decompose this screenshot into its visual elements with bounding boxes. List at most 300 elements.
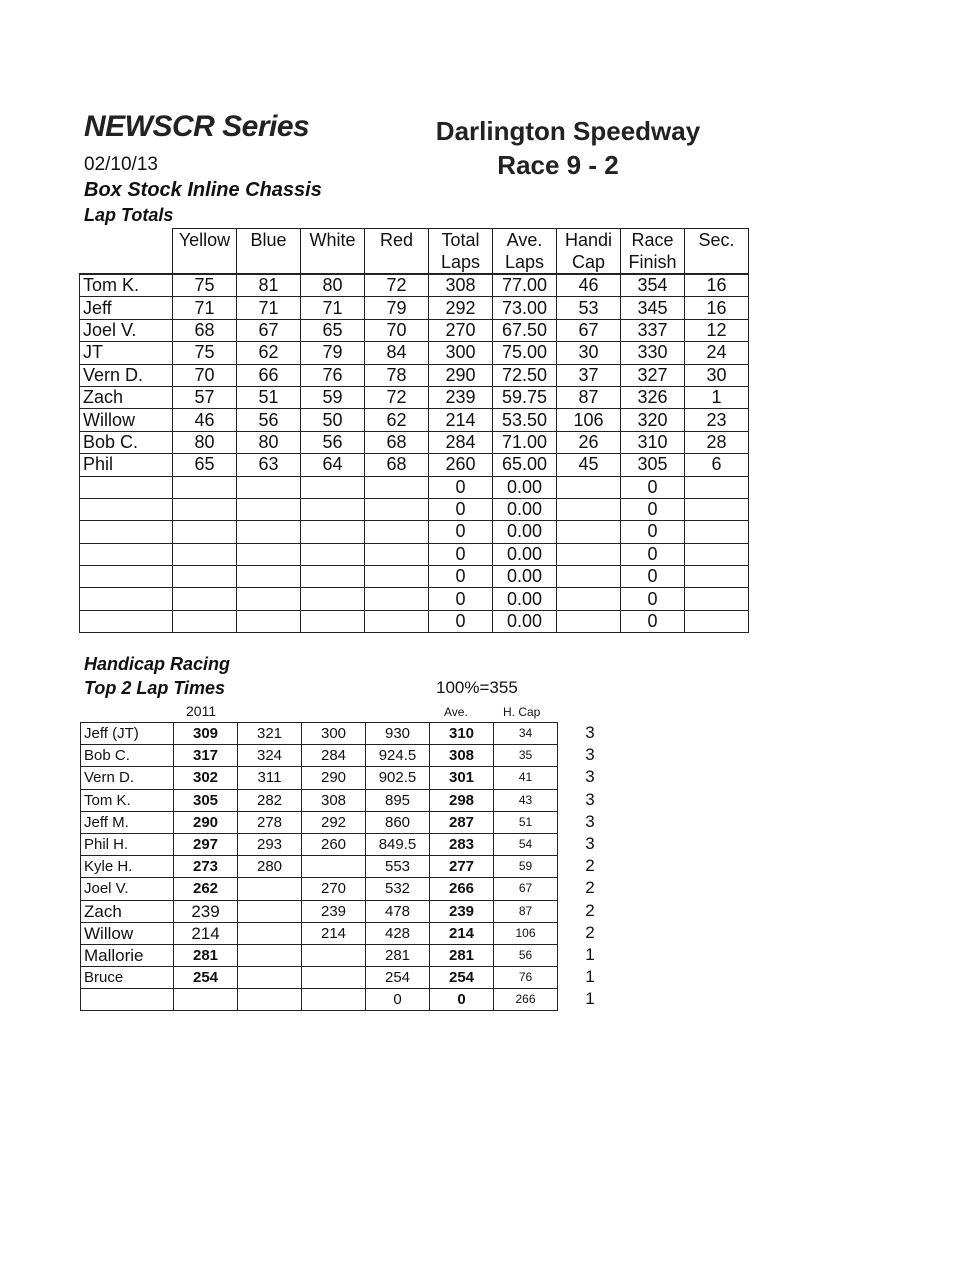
table-cell: 532 <box>366 878 430 900</box>
table-row <box>80 431 749 453</box>
driver-name-cell: Willow <box>80 409 173 431</box>
table-cell <box>365 521 429 543</box>
driver-name-cell: Jeff <box>80 297 173 319</box>
lap-totals-table <box>79 228 749 633</box>
table-cell: 260 <box>429 454 493 476</box>
table-cell: 277 <box>430 856 494 878</box>
table-cell: 266 <box>494 989 558 1011</box>
table-cell: 67 <box>557 319 621 341</box>
lap-header-row <box>80 229 749 275</box>
table-cell: 270 <box>302 878 366 900</box>
table-cell: 34 <box>494 723 558 745</box>
table-cell: 0 <box>621 476 685 498</box>
table-cell: 62 <box>365 409 429 431</box>
racer-name-cell: Zach <box>81 900 174 922</box>
table-cell <box>301 543 365 565</box>
table-cell: 287 <box>430 811 494 833</box>
table-cell: 300 <box>302 723 366 745</box>
table-cell: 293 <box>238 833 302 855</box>
table-cell: 65 <box>173 454 237 476</box>
table-cell: 281 <box>430 944 494 966</box>
driver-name-cell: Phil <box>80 454 173 476</box>
table-cell: 23 <box>685 409 749 431</box>
table-cell: 63 <box>237 454 301 476</box>
table-cell <box>365 476 429 498</box>
driver-name-cell: Bob C. <box>80 431 173 453</box>
table-cell: 310 <box>621 431 685 453</box>
table-row <box>81 878 558 900</box>
table-cell <box>173 543 237 565</box>
table-cell: 0.00 <box>493 498 557 520</box>
race-count: 3 <box>585 811 595 831</box>
table-cell: 0.00 <box>493 588 557 610</box>
table-cell <box>557 566 621 588</box>
race-count: 2 <box>585 922 595 942</box>
table-cell <box>557 610 621 632</box>
column-header: White <box>301 229 365 275</box>
table-cell <box>557 498 621 520</box>
table-cell: 80 <box>237 431 301 453</box>
table-cell: 70 <box>173 364 237 386</box>
table-row <box>80 364 749 386</box>
table-cell <box>365 566 429 588</box>
table-cell <box>685 521 749 543</box>
race-count: 1 <box>585 989 595 1009</box>
table-cell: 214 <box>430 922 494 944</box>
table-cell: 283 <box>430 833 494 855</box>
race-count: 1 <box>585 944 595 964</box>
race-count: 2 <box>585 900 595 920</box>
table-cell: 76 <box>494 967 558 989</box>
table-cell: 330 <box>621 342 685 364</box>
table-cell: 26 <box>557 431 621 453</box>
table-cell: 302 <box>174 767 238 789</box>
header-blank-cell <box>80 229 173 275</box>
table-cell: 30 <box>685 364 749 386</box>
table-cell: 35 <box>494 745 558 767</box>
table-cell: 0.00 <box>493 610 557 632</box>
table-cell: 0 <box>621 543 685 565</box>
table-cell: 80 <box>301 274 365 297</box>
table-cell: 45 <box>557 454 621 476</box>
table-cell: 65.00 <box>493 454 557 476</box>
table-cell: 280 <box>238 856 302 878</box>
table-cell: 239 <box>429 386 493 408</box>
table-row <box>81 922 558 944</box>
table-row <box>81 900 558 922</box>
driver-name-cell: Joel V. <box>80 319 173 341</box>
race-count: 3 <box>585 723 595 742</box>
table-cell <box>301 521 365 543</box>
table-cell <box>301 476 365 498</box>
table-cell: 254 <box>430 967 494 989</box>
table-cell: 0 <box>621 588 685 610</box>
racer-name-cell: Bob C. <box>81 745 174 767</box>
table-cell: 16 <box>685 274 749 297</box>
table-cell: 281 <box>174 944 238 966</box>
table-cell <box>173 566 237 588</box>
table-cell: 354 <box>621 274 685 297</box>
table-cell <box>238 878 302 900</box>
driver-name-cell: Tom K. <box>80 274 173 297</box>
table-cell: 56 <box>301 431 365 453</box>
table-cell <box>685 498 749 520</box>
racer-name-cell: Bruce <box>81 967 174 989</box>
table-cell: 298 <box>430 789 494 811</box>
racer-name-cell <box>81 989 174 1011</box>
table-cell: 0.00 <box>493 476 557 498</box>
table-row <box>81 811 558 833</box>
column-header: Handi Cap <box>557 229 621 275</box>
race-title: Race 9 - 2 <box>497 150 619 180</box>
table-cell: 79 <box>301 342 365 364</box>
table-cell: 0 <box>429 543 493 565</box>
table-cell: 327 <box>621 364 685 386</box>
table-cell <box>237 610 301 632</box>
table-row <box>80 476 749 498</box>
racer-name-cell: Kyle H. <box>81 856 174 878</box>
table-cell: 1 <box>685 386 749 408</box>
table-cell: 239 <box>302 900 366 922</box>
table-cell: 260 <box>302 833 366 855</box>
table-cell <box>237 521 301 543</box>
table-cell: 270 <box>429 319 493 341</box>
table-cell: 0 <box>621 521 685 543</box>
table-row <box>80 566 749 588</box>
table-row <box>81 789 558 811</box>
driver-name-cell <box>80 543 173 565</box>
table-cell <box>173 498 237 520</box>
table-cell: 67 <box>237 319 301 341</box>
table-cell: 320 <box>621 409 685 431</box>
table-cell <box>238 944 302 966</box>
table-cell: 924.5 <box>366 745 430 767</box>
table-cell: 292 <box>302 811 366 833</box>
percent-label: 100%=355 <box>436 678 518 697</box>
table-cell <box>237 543 301 565</box>
class-title: Box Stock Inline Chassis <box>84 179 322 201</box>
table-cell: 30 <box>557 342 621 364</box>
table-cell: 214 <box>302 922 366 944</box>
table-cell: 311 <box>238 767 302 789</box>
table-cell <box>302 989 366 1011</box>
table-cell: 337 <box>621 319 685 341</box>
table-cell <box>557 521 621 543</box>
table-cell: 70 <box>365 319 429 341</box>
table-cell: 214 <box>429 409 493 431</box>
table-cell: 72 <box>365 274 429 297</box>
race-count: 2 <box>585 856 595 876</box>
table-cell <box>237 588 301 610</box>
table-cell <box>174 989 238 1011</box>
table-cell: 75 <box>173 274 237 297</box>
table-cell: 0 <box>429 476 493 498</box>
table-row <box>81 767 558 789</box>
table-row <box>80 409 749 431</box>
table-cell: 59.75 <box>493 386 557 408</box>
table-cell: 278 <box>238 811 302 833</box>
table-row <box>80 454 749 476</box>
racer-name-cell: Tom K. <box>81 789 174 811</box>
table-cell <box>173 610 237 632</box>
driver-name-cell <box>80 498 173 520</box>
table-cell: 54 <box>494 833 558 855</box>
table-cell: 308 <box>302 789 366 811</box>
table-cell <box>557 588 621 610</box>
racer-name-cell: Mallorie <box>81 944 174 966</box>
table-cell <box>238 989 302 1011</box>
table-cell: 300 <box>429 342 493 364</box>
race-count: 1 <box>585 967 595 987</box>
table-cell: 345 <box>621 297 685 319</box>
table-cell: 290 <box>429 364 493 386</box>
table-cell: 553 <box>366 856 430 878</box>
table-cell: 59 <box>494 856 558 878</box>
table-cell: 56 <box>237 409 301 431</box>
table-cell: 0 <box>430 989 494 1011</box>
racer-name-cell: Phil H. <box>81 833 174 855</box>
table-cell: 849.5 <box>366 833 430 855</box>
top-laps-heading: Top 2 Lap Times <box>84 678 226 698</box>
table-cell <box>685 610 749 632</box>
table-cell: 71 <box>237 297 301 319</box>
table-cell: 66 <box>237 364 301 386</box>
table-row <box>80 297 749 319</box>
table-cell: 12 <box>685 319 749 341</box>
table-cell: 62 <box>237 342 301 364</box>
column-header: Race Finish <box>621 229 685 275</box>
table-cell: 309 <box>174 723 238 745</box>
table-cell: 895 <box>366 789 430 811</box>
racer-name-cell: Joel V. <box>81 878 174 900</box>
table-cell: 28 <box>685 431 749 453</box>
table-cell: 0 <box>621 498 685 520</box>
table-cell: 106 <box>557 409 621 431</box>
table-cell <box>237 566 301 588</box>
column-header: Ave. Laps <box>493 229 557 275</box>
table-cell: 80 <box>173 431 237 453</box>
table-cell: 67 <box>494 878 558 900</box>
table-cell: 87 <box>557 386 621 408</box>
table-cell: 0 <box>429 588 493 610</box>
table-cell: 284 <box>302 745 366 767</box>
table-cell <box>302 944 366 966</box>
table-cell: 75 <box>173 342 237 364</box>
table-cell <box>685 476 749 498</box>
table-cell: 310 <box>430 723 494 745</box>
table-cell <box>301 498 365 520</box>
table-cell <box>173 521 237 543</box>
table-cell: 78 <box>365 364 429 386</box>
table-cell: 290 <box>174 811 238 833</box>
table-cell: 305 <box>621 454 685 476</box>
table-cell: 57 <box>173 386 237 408</box>
driver-name-cell <box>80 521 173 543</box>
table-cell <box>685 566 749 588</box>
table-row <box>81 944 558 966</box>
table-cell: 281 <box>366 944 430 966</box>
table-cell <box>365 498 429 520</box>
table-cell <box>173 588 237 610</box>
table-cell: 902.5 <box>366 767 430 789</box>
table-cell: 51 <box>494 811 558 833</box>
table-cell: 0 <box>429 498 493 520</box>
table-row <box>81 745 558 767</box>
table-cell: 56 <box>494 944 558 966</box>
driver-name-cell: Vern D. <box>80 364 173 386</box>
table-cell: 214 <box>174 922 238 944</box>
table-row <box>80 588 749 610</box>
race-count: 2 <box>585 878 595 898</box>
handicap-heading: Handicap Racing <box>84 654 231 674</box>
table-cell: 0.00 <box>493 543 557 565</box>
table-cell <box>365 588 429 610</box>
table-cell: 16 <box>685 297 749 319</box>
table-cell <box>238 922 302 944</box>
race-count: 3 <box>585 789 595 809</box>
table-cell: 284 <box>429 431 493 453</box>
table-cell: 239 <box>430 900 494 922</box>
table-cell: 0 <box>429 521 493 543</box>
table-cell: 76 <box>301 364 365 386</box>
table-cell: 6 <box>685 454 749 476</box>
table-cell <box>238 900 302 922</box>
table-cell: 73.00 <box>493 297 557 319</box>
table-cell <box>302 967 366 989</box>
table-cell: 41 <box>494 767 558 789</box>
venue-title: Darlington Speedway <box>435 116 701 146</box>
table-cell: 273 <box>174 856 238 878</box>
table-cell: 0 <box>429 566 493 588</box>
table-cell: 75.00 <box>493 342 557 364</box>
table-cell: 77.00 <box>493 274 557 297</box>
table-row <box>80 498 749 520</box>
year-label: 2011 <box>186 703 217 719</box>
table-cell: 46 <box>557 274 621 297</box>
table-cell <box>173 476 237 498</box>
driver-name-cell: Zach <box>80 386 173 408</box>
table-row <box>80 521 749 543</box>
table-cell: 68 <box>365 431 429 453</box>
table-cell: 87 <box>494 900 558 922</box>
table-cell: 478 <box>366 900 430 922</box>
table-cell: 37 <box>557 364 621 386</box>
table-cell: 0 <box>366 989 430 1011</box>
table-cell: 930 <box>366 723 430 745</box>
table-row <box>80 386 749 408</box>
lap-totals-heading: Lap Totals <box>84 205 174 225</box>
table-cell <box>238 967 302 989</box>
table-cell: 64 <box>301 454 365 476</box>
table-cell: 46 <box>173 409 237 431</box>
table-row <box>80 543 749 565</box>
race-count-column <box>580 722 600 1010</box>
table-row <box>80 610 749 632</box>
series-title: NEWSCR Series <box>84 110 310 143</box>
table-cell: 24 <box>685 342 749 364</box>
table-cell: 72.50 <box>493 364 557 386</box>
table-cell: 282 <box>238 789 302 811</box>
table-cell: 860 <box>366 811 430 833</box>
handicap-table <box>80 722 558 1011</box>
table-cell: 50 <box>301 409 365 431</box>
table-cell: 321 <box>238 723 302 745</box>
column-header: Blue <box>237 229 301 275</box>
table-cell <box>302 856 366 878</box>
table-cell: 0 <box>621 610 685 632</box>
table-cell: 324 <box>238 745 302 767</box>
driver-name-cell: JT <box>80 342 173 364</box>
column-header: Red <box>365 229 429 275</box>
table-cell: 308 <box>430 745 494 767</box>
table-cell: 428 <box>366 922 430 944</box>
racer-name-cell: Jeff M. <box>81 811 174 833</box>
table-cell: 71.00 <box>493 431 557 453</box>
driver-name-cell <box>80 588 173 610</box>
table-cell: 0.00 <box>493 521 557 543</box>
racer-name-cell: Vern D. <box>81 767 174 789</box>
table-cell <box>685 588 749 610</box>
table-row <box>81 967 558 989</box>
table-cell: 51 <box>237 386 301 408</box>
table-cell <box>237 476 301 498</box>
table-cell: 59 <box>301 386 365 408</box>
column-header: Yellow <box>173 229 237 275</box>
driver-name-cell <box>80 566 173 588</box>
table-cell <box>301 610 365 632</box>
table-cell: 292 <box>429 297 493 319</box>
table-cell <box>557 543 621 565</box>
table-row <box>81 856 558 878</box>
table-cell: 71 <box>173 297 237 319</box>
table-cell: 308 <box>429 274 493 297</box>
table-row <box>80 319 749 341</box>
table-cell: 305 <box>174 789 238 811</box>
table-cell: 68 <box>365 454 429 476</box>
table-cell: 0 <box>429 610 493 632</box>
table-cell: 68 <box>173 319 237 341</box>
table-row <box>80 274 749 297</box>
table-cell: 79 <box>365 297 429 319</box>
race-count: 3 <box>585 767 595 787</box>
table-cell <box>301 588 365 610</box>
table-cell <box>365 610 429 632</box>
ave-label: Ave. <box>444 705 468 719</box>
table-cell: 254 <box>174 967 238 989</box>
table-cell: 297 <box>174 833 238 855</box>
table-cell <box>557 476 621 498</box>
column-header: Sec. <box>685 229 749 275</box>
table-cell <box>365 543 429 565</box>
table-row <box>81 989 558 1011</box>
table-row <box>80 342 749 364</box>
hcap-label: H. Cap <box>503 705 541 719</box>
table-cell: 84 <box>365 342 429 364</box>
column-header: Total Laps <box>429 229 493 275</box>
table-cell: 72 <box>365 386 429 408</box>
table-cell: 239 <box>174 900 238 922</box>
driver-name-cell <box>80 610 173 632</box>
table-cell: 43 <box>494 789 558 811</box>
table-cell <box>237 498 301 520</box>
table-cell: 53 <box>557 297 621 319</box>
table-cell: 290 <box>302 767 366 789</box>
table-cell <box>685 543 749 565</box>
table-cell: 71 <box>301 297 365 319</box>
racer-name-cell: Jeff (JT) <box>81 723 174 745</box>
table-cell: 254 <box>366 967 430 989</box>
driver-name-cell <box>80 476 173 498</box>
